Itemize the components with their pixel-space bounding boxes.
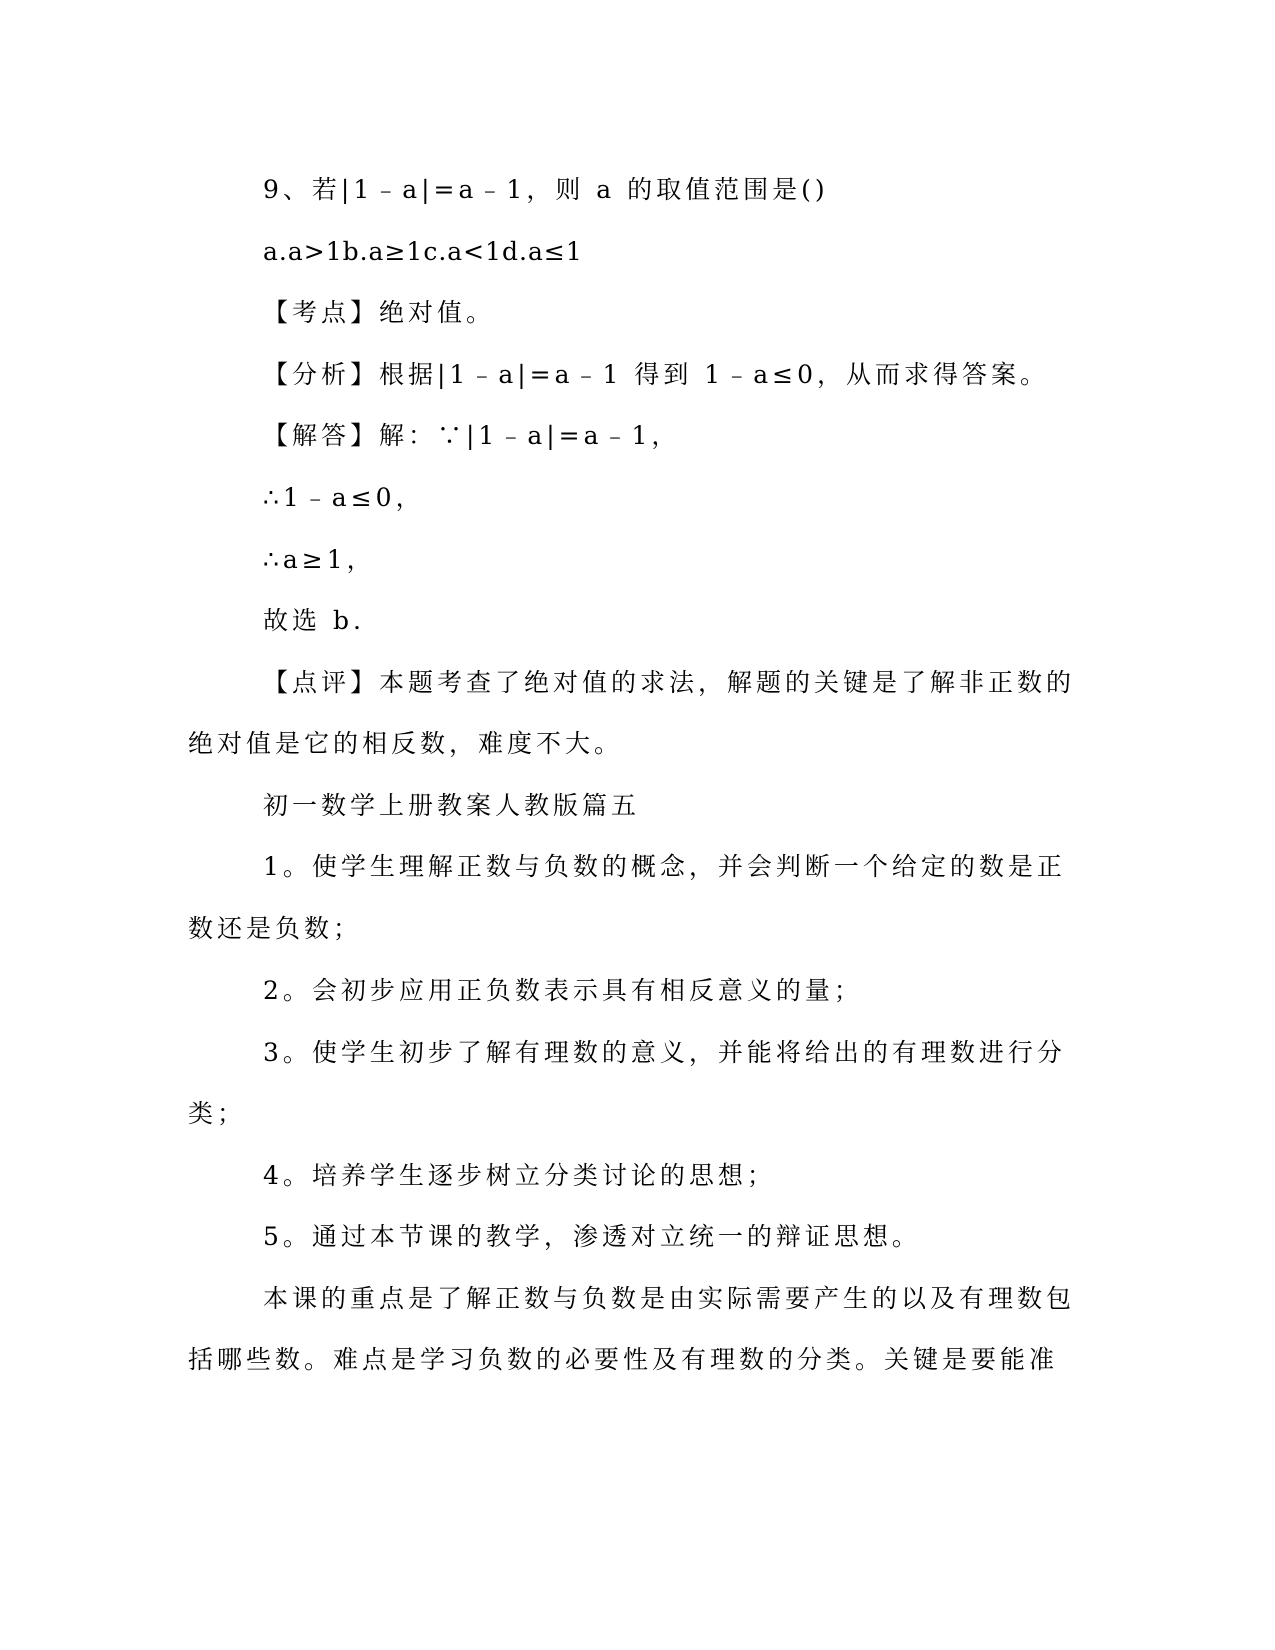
solution-step-2: ∴a≥1， [263, 545, 376, 574]
comment-text-line-2: 绝对值是它的相反数，难度不大。 [188, 729, 624, 758]
answer-options: a.a>1b.a≥1c.a<1d.a≤1 [263, 237, 583, 266]
question-9-text: 9、若|1﹣a|=a﹣1，则 a 的取值范围是() [263, 175, 829, 204]
objective-2: 2。会初步应用正负数表示具有相反意义的量； [263, 976, 863, 1005]
objective-1-line-2: 数还是负数； [188, 914, 363, 943]
objective-4: 4。培养学生逐步树立分类讨论的思想； [263, 1161, 776, 1190]
section-heading: 初一数学上册教案人教版篇五 [263, 791, 641, 820]
solution-step-1: ∴1﹣a≤0， [263, 483, 425, 512]
objective-5: 5。通过本节课的教学，渗透对立统一的辩证思想。 [263, 1222, 921, 1251]
objective-3-line-1: 3。使学生初步了解有理数的意义，并能将给出的有理数进行分 [263, 1038, 1066, 1067]
solution-choice: 故选 b. [263, 606, 365, 635]
comment-text-line-1: 【点评】本题考查了绝对值的求法，解题的关键是了解非正数的 [263, 668, 1076, 697]
analysis-text: 【分析】根据|1﹣a|=a﹣1 得到 1﹣a≤0，从而求得答案。 [263, 360, 1049, 389]
focus-paragraph-line-1: 本课的重点是了解正数与负数是由实际需要产生的以及有理数包 [263, 1284, 1076, 1313]
solution-text: 【解答】解：∵|1﹣a|=a﹣1， [263, 421, 681, 450]
objective-3-line-2: 类； [188, 1099, 247, 1128]
objective-1-line-1: 1。使学生理解正数与负数的概念，并会判断一个给定的数是正 [263, 852, 1066, 881]
focus-paragraph-line-2: 括哪些数。难点是学习负数的必要性及有理数的分类。关键是要能准 [188, 1345, 1059, 1374]
key-point-text: 【考点】绝对值。 [263, 298, 496, 327]
